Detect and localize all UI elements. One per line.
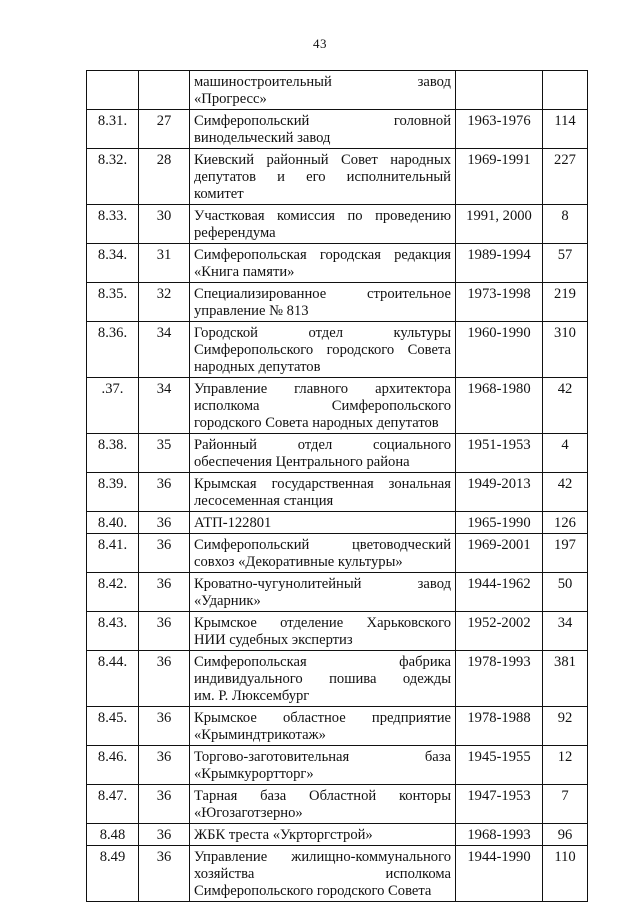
archive-fund-table: [86, 70, 588, 902]
fund-name-line: Кроватно-чугунолитейный завод: [194, 576, 451, 592]
years-cell: 1952-2002: [456, 612, 543, 651]
years-cell: 1989-1994: [456, 244, 543, 283]
years-cell: 1960-1990: [456, 322, 543, 378]
fund-name-line: индивидуального пошива одежды: [194, 671, 451, 687]
item-number-cell: 8.49: [87, 846, 139, 902]
list-number-cell: 36: [139, 785, 190, 824]
fund-name-cell: [190, 244, 456, 283]
years-cell: 1951-1953: [456, 434, 543, 473]
years-cell: [456, 71, 543, 110]
list-number-cell: 36: [139, 746, 190, 785]
fund-name-cell: [190, 512, 456, 534]
item-number-cell: 8.38.: [87, 434, 139, 473]
item-number-cell: 8.45.: [87, 707, 139, 746]
fund-name-line: Симферопольский цветоводческий: [194, 537, 451, 553]
fund-name-line: «Крыминдтрикотаж»: [194, 727, 326, 743]
table-row: [87, 205, 588, 244]
years-cell: 1991, 2000: [456, 205, 543, 244]
table-row: [87, 512, 588, 534]
years-cell: 1947-1953: [456, 785, 543, 824]
table-row: [87, 244, 588, 283]
fund-name-line: машиностроительный завод: [194, 74, 451, 90]
fund-name-line: Городской отдел культуры: [194, 325, 451, 341]
fund-name-line: Управление жилищно-коммунального: [194, 849, 451, 865]
table-row: [87, 785, 588, 824]
years-cell: 1969-1991: [456, 149, 543, 205]
fund-name-line: Крымское отделение Харьковского: [194, 615, 451, 631]
item-number-cell: 8.46.: [87, 746, 139, 785]
storage-units-cell: 197: [543, 534, 588, 573]
storage-units-cell: 227: [543, 149, 588, 205]
fund-name-cell: [190, 110, 456, 149]
list-number-cell: 36: [139, 651, 190, 707]
list-number-cell: 28: [139, 149, 190, 205]
years-cell: 1965-1990: [456, 512, 543, 534]
storage-units-cell: 4: [543, 434, 588, 473]
fund-name-line: Специализированное строительное: [194, 286, 451, 302]
storage-units-cell: 7: [543, 785, 588, 824]
table-row: [87, 612, 588, 651]
fund-name-cell: [190, 707, 456, 746]
storage-units-cell: 50: [543, 573, 588, 612]
fund-name-cell: [190, 573, 456, 612]
fund-name-line: управление № 813: [194, 303, 309, 319]
storage-units-cell: [543, 71, 588, 110]
fund-name-line: винодельческий завод: [194, 130, 331, 146]
item-number-cell: 8.44.: [87, 651, 139, 707]
fund-name-cell: [190, 322, 456, 378]
item-number-cell: 8.41.: [87, 534, 139, 573]
fund-name-line: народных депутатов: [194, 359, 321, 375]
fund-name-line: референдума: [194, 225, 276, 241]
table-row: [87, 746, 588, 785]
table-row: [87, 473, 588, 512]
years-cell: 1944-1990: [456, 846, 543, 902]
years-cell: 1978-1988: [456, 707, 543, 746]
list-number-cell: 36: [139, 824, 190, 846]
fund-name-line: АТП-122801: [194, 515, 272, 531]
storage-units-cell: 34: [543, 612, 588, 651]
years-cell: 1968-1980: [456, 378, 543, 434]
item-number-cell: .37.: [87, 378, 139, 434]
table-row: [87, 283, 588, 322]
fund-name-line: совхоз «Декоративные культуры»: [194, 554, 403, 570]
item-number-cell: 8.33.: [87, 205, 139, 244]
fund-name-cell: [190, 651, 456, 707]
table-row: [87, 534, 588, 573]
fund-name-line: Торгово-заготовительная база: [194, 749, 451, 765]
years-cell: 1949-2013: [456, 473, 543, 512]
fund-name-line: Управление главного архитектора: [194, 381, 451, 397]
years-cell: 1973-1998: [456, 283, 543, 322]
item-number-cell: 8.43.: [87, 612, 139, 651]
list-number-cell: 36: [139, 707, 190, 746]
fund-name-cell: [190, 71, 456, 110]
fund-name-cell: [190, 534, 456, 573]
table-body: [87, 71, 588, 902]
fund-name-cell: [190, 378, 456, 434]
list-number-cell: 35: [139, 434, 190, 473]
years-cell: 1963-1976: [456, 110, 543, 149]
table-row: [87, 322, 588, 378]
table-row: [87, 434, 588, 473]
fund-name-line: Симферопольская фабрика: [194, 654, 451, 670]
fund-name-line: НИИ судебных экспертиз: [194, 632, 353, 648]
item-number-cell: 8.31.: [87, 110, 139, 149]
fund-name-line: Симферопольского городского Совета: [194, 342, 451, 358]
fund-name-line: Тарная база Областной конторы: [194, 788, 451, 804]
storage-units-cell: 381: [543, 651, 588, 707]
fund-name-line: Симферопольский головной: [194, 113, 451, 129]
page-number: 43: [313, 36, 327, 51]
table-row: [87, 110, 588, 149]
table-row: [87, 846, 588, 902]
list-number-cell: 36: [139, 473, 190, 512]
storage-units-cell: 92: [543, 707, 588, 746]
fund-name-line: Крымское областное предприятие: [194, 710, 451, 726]
fund-name-line: Киевский районный Совет народных: [194, 152, 451, 168]
fund-name-line: им. Р. Люксембург: [194, 688, 310, 704]
fund-name-cell: [190, 785, 456, 824]
item-number-cell: 8.48: [87, 824, 139, 846]
list-number-cell: 27: [139, 110, 190, 149]
item-number-cell: 8.35.: [87, 283, 139, 322]
storage-units-cell: 96: [543, 824, 588, 846]
item-number-cell: 8.32.: [87, 149, 139, 205]
fund-name-line: Симферопольская городская редакция: [194, 247, 451, 263]
fund-name-line: депутатов и его исполнительный: [194, 169, 451, 185]
item-number-cell: 8.40.: [87, 512, 139, 534]
fund-name-cell: [190, 434, 456, 473]
item-number-cell: 8.42.: [87, 573, 139, 612]
list-number-cell: 30: [139, 205, 190, 244]
list-number-cell: 36: [139, 534, 190, 573]
storage-units-cell: 42: [543, 378, 588, 434]
table-row: [87, 573, 588, 612]
fund-name-line: обеспечения Центрального района: [194, 454, 410, 470]
years-cell: 1944-1962: [456, 573, 543, 612]
fund-name-cell: [190, 846, 456, 902]
fund-name-cell: [190, 205, 456, 244]
item-number-cell: 8.39.: [87, 473, 139, 512]
storage-units-cell: 110: [543, 846, 588, 902]
table-row: [87, 378, 588, 434]
storage-units-cell: 12: [543, 746, 588, 785]
years-cell: 1969-2001: [456, 534, 543, 573]
storage-units-cell: 42: [543, 473, 588, 512]
storage-units-cell: 8: [543, 205, 588, 244]
fund-name-line: Крымская государственная зональная: [194, 476, 451, 492]
fund-name-cell: [190, 283, 456, 322]
fund-name-line: «Югозаготзерно»: [194, 805, 303, 821]
fund-name-line: лесосеменная станция: [194, 493, 334, 509]
fund-name-line: Симферопольского городского Совета: [194, 883, 432, 899]
storage-units-cell: 126: [543, 512, 588, 534]
fund-name-cell: [190, 612, 456, 651]
years-cell: 1968-1993: [456, 824, 543, 846]
storage-units-cell: 57: [543, 244, 588, 283]
item-number-cell: [87, 71, 139, 110]
fund-name-line: городского Совета народных депутатов: [194, 415, 439, 431]
years-cell: 1978-1993: [456, 651, 543, 707]
table-row: [87, 149, 588, 205]
fund-name-line: «Прогресс»: [194, 91, 267, 107]
list-number-cell: [139, 71, 190, 110]
fund-name-cell: [190, 149, 456, 205]
storage-units-cell: 219: [543, 283, 588, 322]
fund-name-line: комитет: [194, 186, 244, 202]
list-number-cell: 34: [139, 378, 190, 434]
fund-name-line: Районный отдел социального: [194, 437, 451, 453]
table-row: [87, 707, 588, 746]
list-number-cell: 32: [139, 283, 190, 322]
fund-name-cell: [190, 824, 456, 846]
storage-units-cell: 114: [543, 110, 588, 149]
fund-name-line: Участковая комиссия по проведению: [194, 208, 451, 224]
fund-name-cell: [190, 473, 456, 512]
fund-name-line: исполкома Симферопольского: [194, 398, 451, 414]
table-row: [87, 824, 588, 846]
fund-name-line: «Книга памяти»: [194, 264, 295, 280]
fund-name-cell: [190, 746, 456, 785]
fund-name-line: хозяйства исполкома: [194, 866, 451, 882]
list-number-cell: 36: [139, 612, 190, 651]
fund-name-line: «Ударник»: [194, 593, 261, 609]
fund-name-line: ЖБК треста «Укрторгстрой»: [194, 827, 373, 843]
list-number-cell: 34: [139, 322, 190, 378]
item-number-cell: 8.47.: [87, 785, 139, 824]
item-number-cell: 8.36.: [87, 322, 139, 378]
years-cell: 1945-1955: [456, 746, 543, 785]
storage-units-cell: 310: [543, 322, 588, 378]
list-number-cell: 36: [139, 573, 190, 612]
list-number-cell: 31: [139, 244, 190, 283]
fund-name-line: «Крымкурортторг»: [194, 766, 314, 782]
list-number-cell: 36: [139, 846, 190, 902]
table-row: [87, 71, 588, 110]
list-number-cell: 36: [139, 512, 190, 534]
item-number-cell: 8.34.: [87, 244, 139, 283]
table-row: [87, 651, 588, 707]
